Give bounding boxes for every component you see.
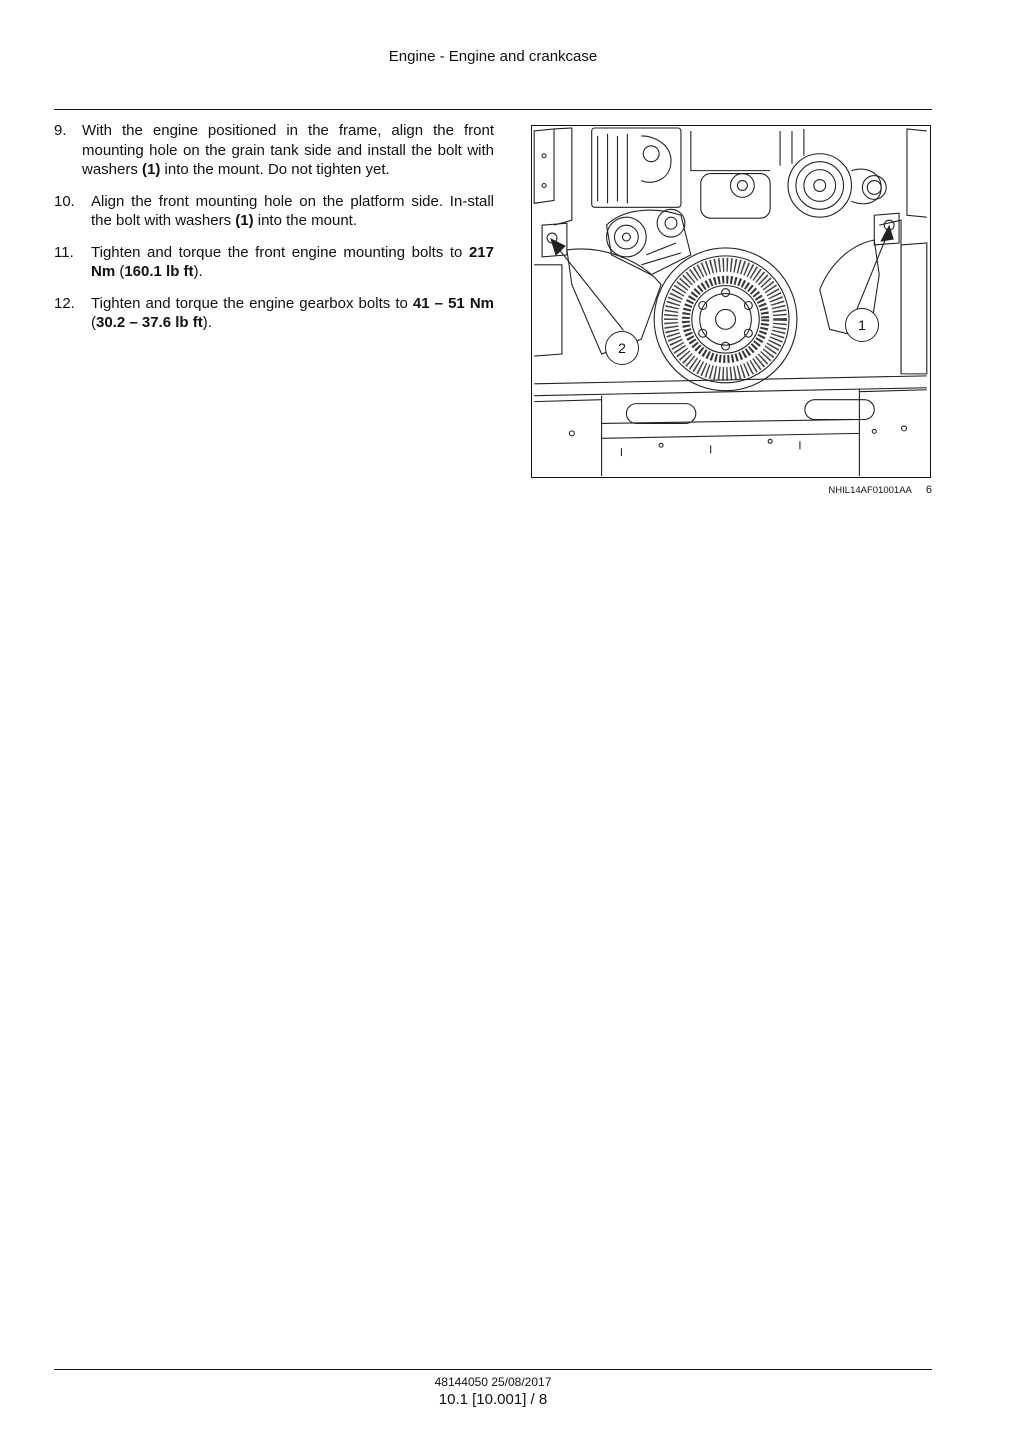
step-number: 12. [54, 294, 75, 312]
callout-1: 1 [845, 308, 879, 342]
step-number: 9. [54, 122, 67, 139]
callout-2: 2 [605, 331, 639, 365]
step-10 [54, 192, 494, 231]
callout-reference: (1) [235, 212, 254, 229]
torque-imperial: 160.1 lb ft [124, 263, 194, 280]
torque-imperial: 30.2 – 37.6 lb ft [96, 314, 203, 331]
step-text: Tighten and torque the engine gearbox bolts to [91, 294, 413, 312]
page-header: Engine - Engine and crankcase [388, 48, 598, 65]
step-11 [54, 243, 494, 282]
step-text: ( [115, 263, 125, 280]
step-number: 11. [54, 243, 74, 261]
right-frame-rail [879, 129, 927, 374]
footer-rule [54, 1369, 932, 1370]
step-text: ). [193, 263, 203, 280]
callout-leaders [551, 226, 893, 330]
page-footer [0, 1374, 986, 1410]
page-number: 10.1 [10.001] / 8 [438, 1391, 548, 1408]
step-text: With the engine positioned in the frame, align the front mounting hole on the grain tank side and install the bolt with washers [82, 122, 494, 178]
engine-top [592, 128, 886, 218]
belt-pulleys [607, 209, 691, 274]
procedure-steps [54, 121, 494, 345]
figure-caption [780, 484, 932, 496]
flywheel [654, 248, 797, 391]
step-9 [54, 121, 494, 180]
step-text: Tighten and torque the front engine mounting bolts to [91, 243, 469, 261]
engine-illustration [531, 125, 931, 478]
header-rule [54, 109, 932, 110]
step-text: ). [202, 314, 212, 331]
step-text: Align the front mounting hole on the platform side. In-stall the bolt with washers [91, 192, 494, 229]
step-12 [54, 294, 494, 333]
torque-metric: 41 – 51 Nm [412, 294, 495, 312]
torque-metric: 217 Nm [91, 243, 494, 280]
step-text: into the mount. Do not tighten yet. [160, 161, 390, 178]
engine-mount-left [542, 223, 661, 354]
step-number: 10. [54, 192, 75, 210]
step-text: into the mount. [253, 212, 357, 229]
step-text: ( [91, 314, 96, 331]
figure-number: 6 [925, 484, 932, 496]
figure-id: NHIL14AF01001AA [828, 485, 912, 496]
document-number: 48144050 25/08/2017 [434, 1375, 552, 1389]
callout-reference: (1) [142, 161, 161, 178]
